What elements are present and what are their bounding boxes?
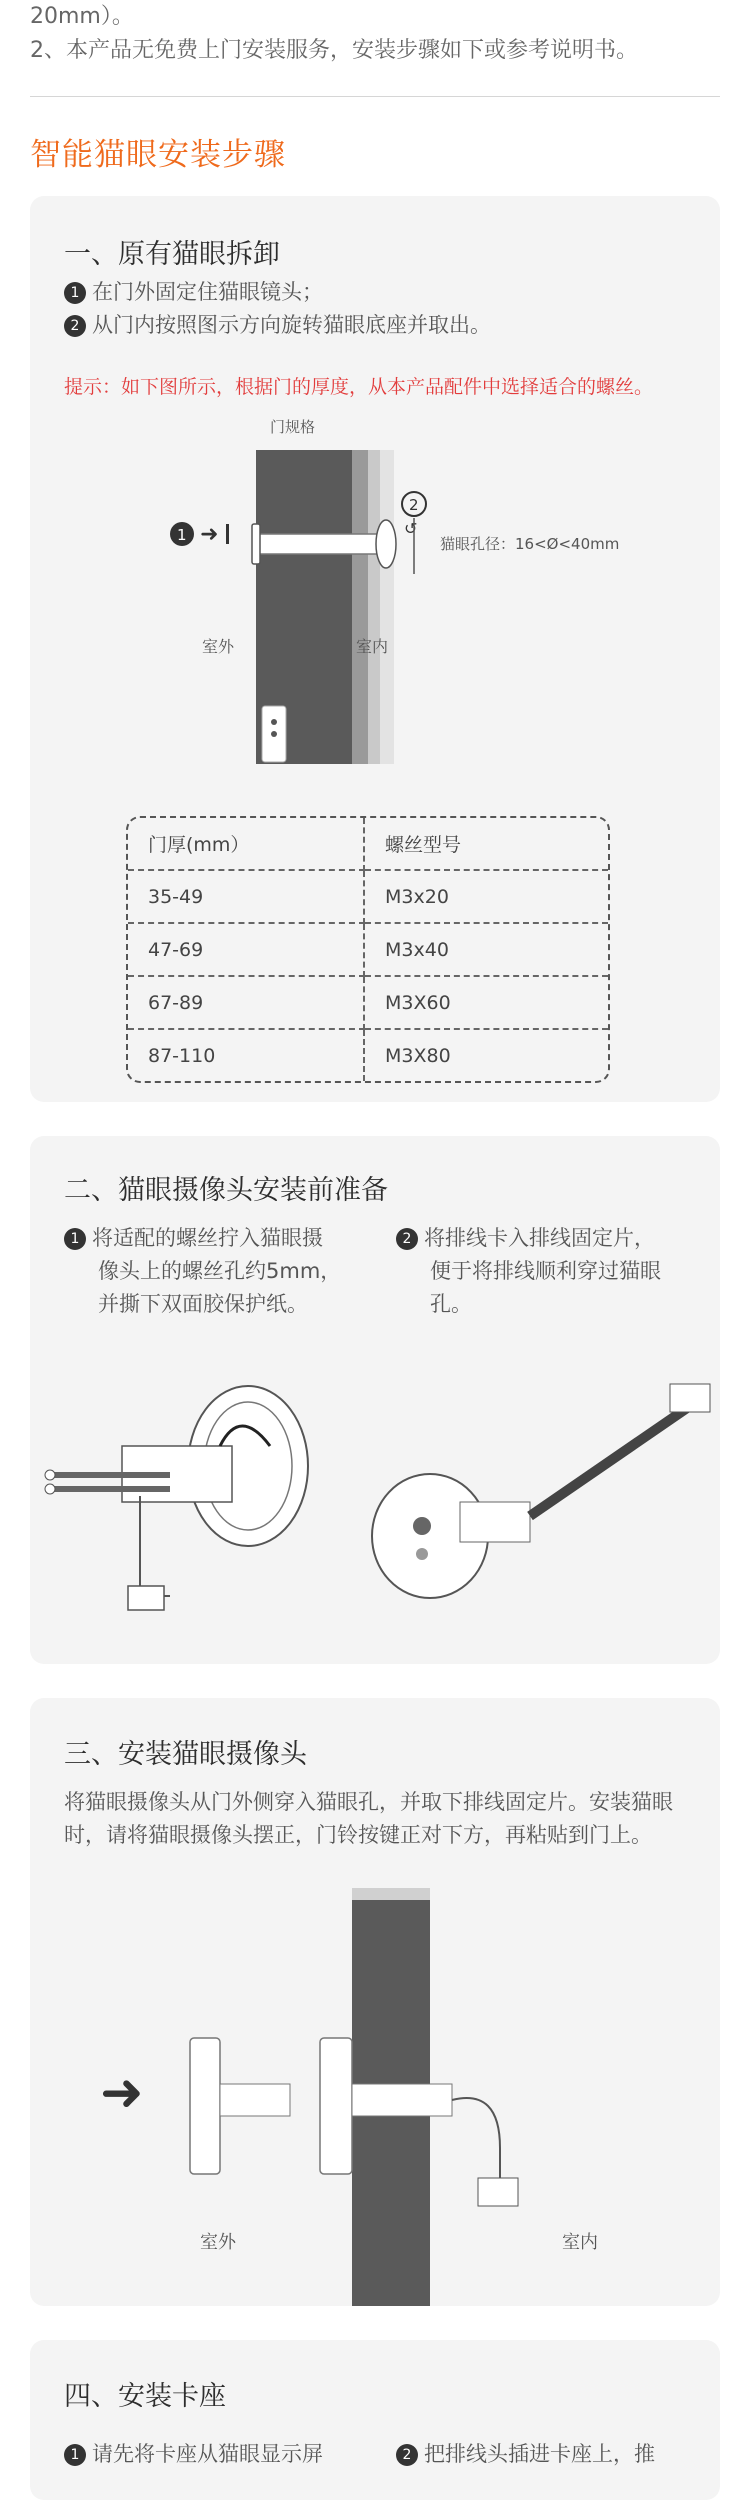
section-3-card [30,1698,720,2306]
section-2-step-1 [64,1222,364,1321]
step-number-icon: 2 [64,315,86,337]
outside-label: 室外 [202,637,235,656]
step-text: 请先将卡座从猫眼显示屏 [92,2442,323,2466]
inside-label: 室内 [562,2232,598,2253]
section-1-step-2 [64,309,491,342]
arrow-right-icon: ➜ [200,522,219,547]
rotate-arrow-icon: ↺ [404,519,418,538]
intro-text [0,0,750,68]
table-cell: 87-110 [128,1030,365,1081]
table-cell: 47-69 [128,924,365,977]
table-row [128,924,608,977]
camera-front [190,2038,220,2174]
screw-spec-table [126,816,610,1083]
section-2-card [30,1136,720,1664]
camera-neck [460,1502,530,1542]
screw [50,1472,170,1478]
table-header: 门厚(mm） [128,818,365,871]
arrow-stop-bar [226,524,229,544]
table-row [128,977,608,1030]
cable-clip [478,2178,518,2206]
divider [30,96,720,97]
arrow-right-icon: ➜ [100,2063,144,2123]
section-1-step-1 [64,276,323,309]
camera-mount-illustration [30,1888,720,2306]
step-number-icon: 2 [396,1228,418,1250]
cable-clip [128,1586,164,1610]
intro-line-2: 2、本产品无免费上门安装服务，安装步骤如下或参考说明书。 [30,38,638,63]
camera-prep-illustration [30,1346,720,1646]
step-text: 从门内按照图示方向旋转猫眼底座并取出。 [92,313,491,337]
table-cell: M3X60 [365,977,608,1030]
camera-lens-icon [271,719,277,725]
door-spec-label: 门规格 [270,418,316,436]
screw-head-icon [45,1484,55,1494]
table-header: 螺丝型号 [365,818,608,871]
door-diagram [30,406,720,776]
table-cell: 67-89 [128,977,365,1030]
outside-label: 室外 [200,2232,236,2253]
step-number-icon: 2 [396,2444,418,2466]
cable-connector [670,1384,710,1412]
ribbon-cable [452,2098,500,2188]
step-text: 将排线卡入排线固定片， [424,1226,655,1250]
screw [50,1486,170,1492]
table-row [128,871,608,924]
intro-line-1: 20mm）。 [30,4,134,29]
callout-2-number: 2 [409,496,419,514]
table-row [128,1030,608,1081]
section-4-step-2 [396,2438,655,2471]
camera-lens-icon [271,731,277,737]
step-text: 孔。 [430,1292,472,1316]
step-number-icon: 1 [64,1228,86,1250]
table-header-row [128,818,608,871]
door-layer [380,450,394,764]
section-3-title: 三、安装猫眼摄像头 [64,1739,307,1770]
section-2-step-2 [396,1222,716,1321]
section-1-tip: 提示：如下图所示，根据门的厚度，从本产品配件中选择适合的螺丝。 [64,376,654,398]
step-number-icon: 1 [64,282,86,304]
section-4-title: 四、安装卡座 [64,2381,226,2412]
inside-label: 室内 [356,637,389,656]
table-cell: M3x40 [365,924,608,977]
section-3-paragraph: 将猫眼摄像头从门外侧穿入猫眼孔，并取下排线固定片。安装猫眼时，请将猫眼摄像头摆正，门铃按键正对下方，再粘贴到门上。 [64,1790,673,1847]
table-cell: 35-49 [128,871,365,924]
peephole-tube [256,534,384,554]
section-2-title: 二、猫眼摄像头安装前准备 [64,1175,388,1206]
step-text: 便于将排线顺利穿过猫眼 [430,1259,661,1283]
table-cell: M3X80 [385,1044,451,1067]
screw-head-icon [45,1470,55,1480]
ribbon-cable [140,1496,170,1596]
table-cell: M3x20 [365,871,608,924]
camera-through-door [352,2084,452,2116]
camera-lens-icon [413,1517,431,1535]
door-layer [368,450,380,764]
peephole-lens [252,524,260,564]
camera-stem [220,2084,290,2116]
section-4-step-1 [64,2438,323,2471]
step-number-icon: 1 [64,2444,86,2466]
section-1-title: 一、原有猫眼拆卸 [64,239,280,270]
hole-size-label: 猫眼孔径：16<Ø<40mm [440,535,620,553]
step-text: 把排线头插进卡座上，推 [424,2442,655,2466]
callout-1-number: 1 [177,526,187,544]
step-text: 像头上的螺丝孔约5mm， [98,1259,342,1283]
camera-mounted [320,2038,352,2174]
step-text: 将适配的螺丝拧入猫眼摄 [92,1226,323,1250]
door-layer [352,450,368,764]
door-top-edge [352,1888,430,1900]
peephole-base [376,520,396,568]
step-text: 并撕下双面胶保护纸。 [98,1292,308,1316]
page-heading: 智能猫眼安装步骤 [30,137,286,173]
step-text: 在门外固定住猫眼镜头； [92,280,323,304]
section-1-card [30,196,720,1102]
flat-cable [530,1406,690,1516]
camera-lens-icon [416,1548,428,1560]
section-4-card [30,2340,720,2500]
